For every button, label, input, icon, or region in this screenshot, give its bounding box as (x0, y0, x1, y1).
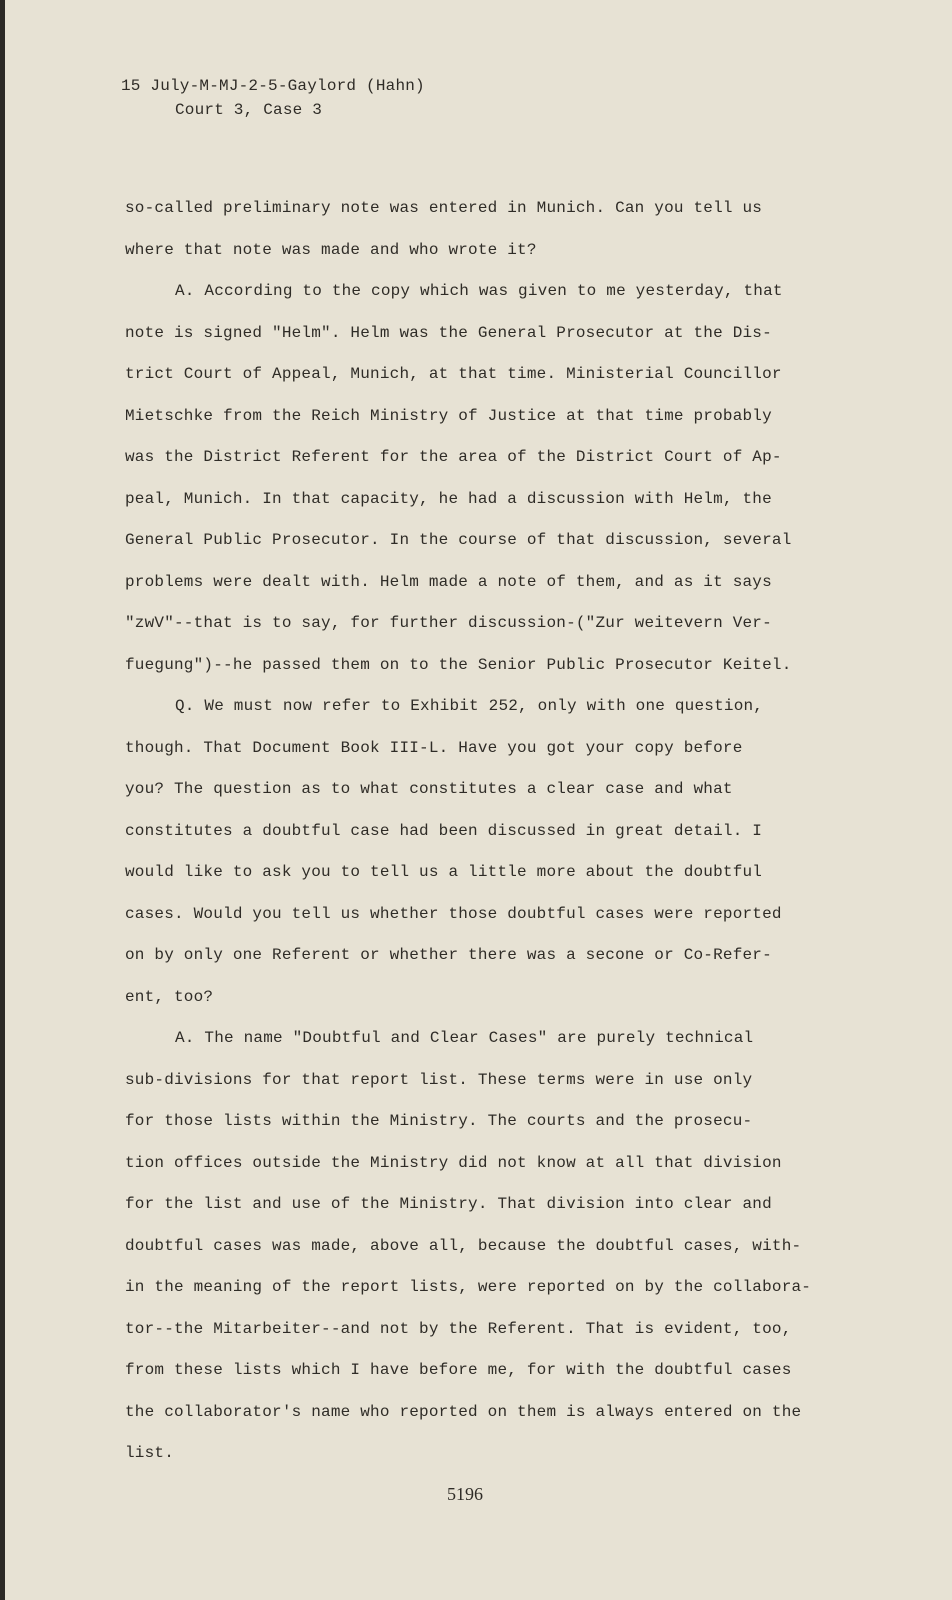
body-line: note is signed "Helm". Helm was the General Prosecutor at the Dis- (125, 323, 772, 342)
body-line: doubtful cases was made, above all, because the doubtful cases, with- (125, 1236, 802, 1255)
body-line: though. That Document Book III-L. Have you got your copy before (125, 738, 743, 757)
body-line: constitutes a doubtful case had been discussed in great detail. I (125, 821, 763, 840)
header-court-case: Court 3, Case 3 (175, 101, 323, 119)
body-line: sub-divisions for that report list. These terms were in use only (125, 1070, 753, 1089)
body-line: on by only one Referent or whether there was a secone or Co-Refer- (125, 946, 772, 964)
body-line: was the District Referent for the area of the District Court of Ap- (125, 448, 782, 466)
document-header (121, 74, 425, 122)
body-line: tion offices outside the Ministry did not know at all that division (125, 1153, 782, 1172)
body-line: peal, Munich. In that capacity, he had a discussion with Helm, the (125, 489, 772, 508)
document-page (5, 0, 952, 1600)
body-line: A. According to the copy which was given to me yesterday, that (175, 282, 783, 300)
body-line: Mietschke from the Reich Ministry of Justice at that time probably (125, 406, 772, 425)
body-line: for the list and use of the Ministry. That division into clear and (125, 1195, 772, 1213)
body-line: trict Court of Appeal, Munich, at that time. Ministerial Councillor (125, 365, 782, 383)
body-line: ent, too? (125, 987, 214, 1006)
body-line: for those lists within the Ministry. The courts and the prosecu- (125, 1112, 753, 1130)
header-transcript-id: 15 July-M-MJ-2-5-Gaylord (Hahn) (121, 77, 425, 95)
body-line: in the meaning of the report lists, were reported on by the collabora- (125, 1278, 812, 1296)
body-line: you? The question as to what constitutes a clear case and what (125, 780, 733, 798)
body-line: list. (125, 1444, 175, 1462)
body-line: the collaborator's name who reported on them is always entered on the (125, 1402, 802, 1421)
body-line: A. The name "Doubtful and Clear Cases" are purely technical (175, 1029, 754, 1047)
body-line: where that note was made and who wrote it? (125, 240, 537, 259)
body-line: fuegung")--he passed them on to the Senior Public Prosecutor Keitel. (125, 655, 792, 674)
body-line: so-called preliminary note was entered in Munich. Can you tell us (125, 199, 763, 217)
body-line: from these lists which I have before me, for with the doubtful cases (125, 1361, 792, 1379)
body-line: tor--the Mitarbeiter--and not by the Referent. That is evident, too, (125, 1319, 792, 1338)
transcript-body (125, 188, 845, 1475)
body-line: would like to ask you to tell us a little more about the doubtful (125, 863, 763, 881)
body-line: "zwV"--that is to say, for further discussion-("Zur weitevern Ver- (125, 614, 772, 632)
body-line: General Public Prosecutor. In the course of that discussion, several (125, 531, 792, 549)
body-line: problems were dealt with. Helm made a note of them, and as it says (125, 572, 772, 591)
body-line: cases. Would you tell us whether those doubtful cases were reported (125, 904, 782, 923)
body-line: Q. We must now refer to Exhibit 252, only with one question, (175, 697, 764, 715)
page-number: 5196 (447, 1484, 483, 1504)
